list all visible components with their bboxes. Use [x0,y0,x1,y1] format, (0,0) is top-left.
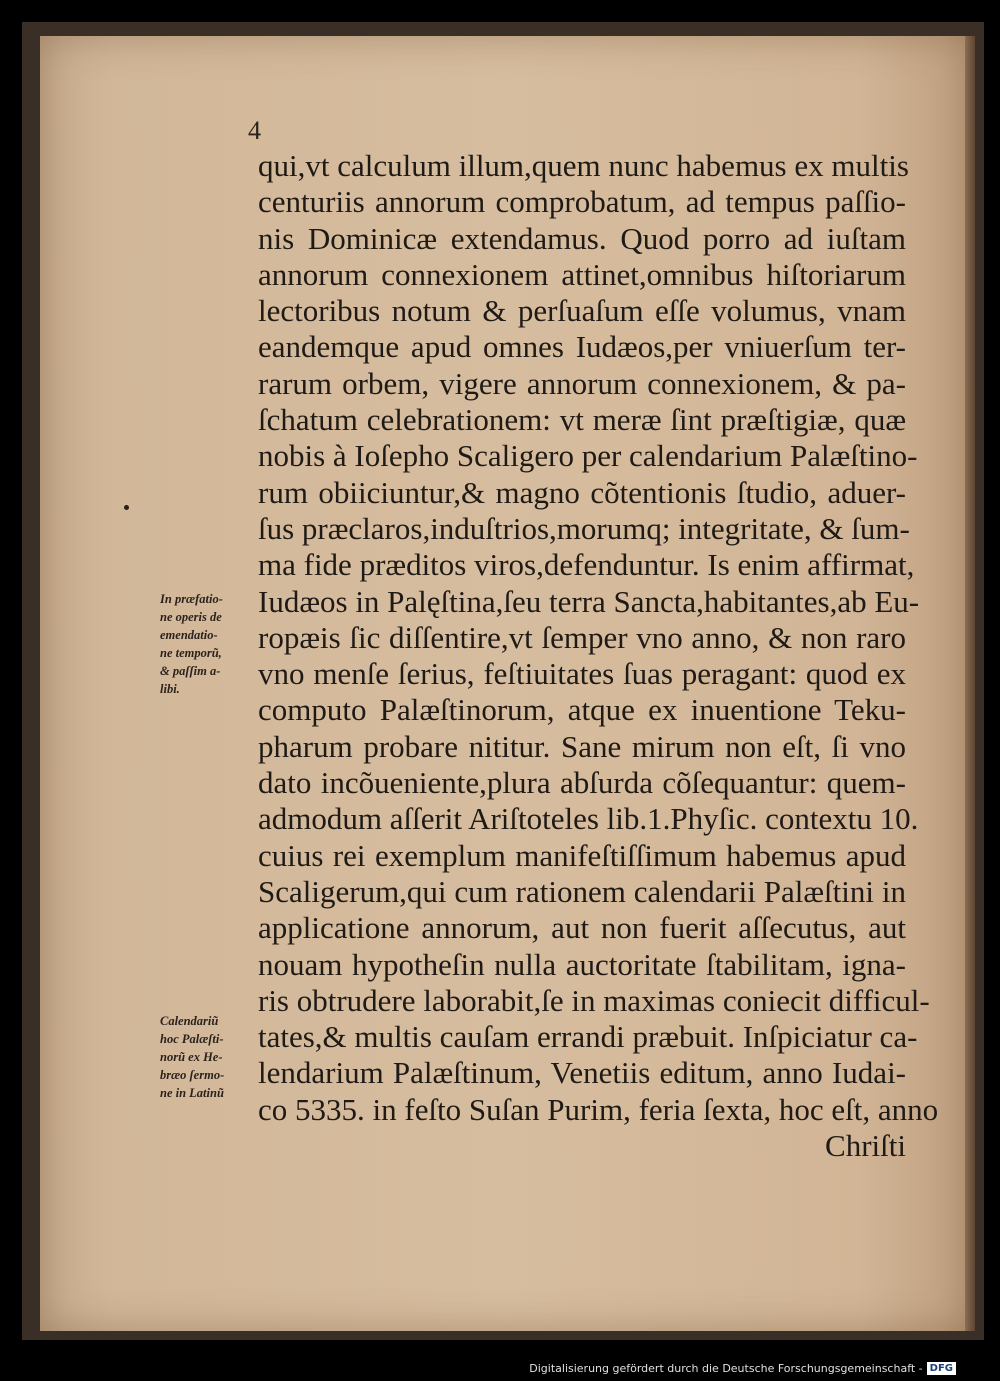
margin-note-line: emendatio- [160,628,218,642]
margin-note-line: In præfatio- [160,592,223,606]
text-line: pharum probare nititur. Sane mirum non eſt, ſi vno [258,728,906,764]
text-line: co 5335. in feſto Suſan Purim, feria ſexta, hoc eſt, anno [258,1091,939,1127]
page-edge [965,36,975,1331]
text-line: qui,vt calculum illum,quem nunc habemus ex multis [258,148,909,183]
margin-note-line: & paſſim a- [160,664,221,678]
text-line: Chriſti [825,1128,906,1164]
text-line: rarum orbem, vigere annorum connexionem, & pa- [258,365,906,401]
text-line: eandemque apud omnes Iudæos,per vniuerſum ter- [258,329,906,365]
margin-note-line: ne temporũ, [160,646,222,660]
text-line: Scaligerum,qui cum rationem calendarii Palæſtini in [258,873,906,909]
text-line: ris obtrudere laborabit,ſe in maximas coniecit difficul- [258,982,930,1018]
text-line: annorum connexionem attinet,omnibus hiſtoriarum [258,256,906,292]
text-line: cuius rei exemplum manifeſtiſſimum habemus apud [258,837,906,873]
dfg-logo: DFG [927,1362,956,1375]
text-line: applicatione annorum, aut non fuerit aſſecutus, aut [258,910,906,946]
body-text [258,148,939,1164]
text-line: vno menſe ſerius, feſtiuitates ſuas peragant: quod ex [258,656,906,692]
text-line: computo Palæſtinorum, atque ex inuentione Teku- [258,692,906,728]
margin-note-line: libi. [160,682,180,696]
margin-note-line: hoc Palæſti- [160,1032,224,1046]
text-line: ropæis ſic diſſentire,vt ſemper vno anno, & non raro [258,619,906,655]
text-line: lendarium Palæſtinum, Venetiis editum, anno Iudai- [258,1055,906,1091]
footer [529,1362,956,1375]
text-line: admodum aſſerit Ariſtoteles lib.1.Phyſic. contextu 10. [258,801,919,837]
margin-note-line: bræo ſermo- [160,1068,225,1082]
text-line: nouam hypotheſin nulla auctoritate ſtabilitam, igna- [258,946,906,982]
text-line: ma fide præditos viros,defenduntur. Is enim affirmat, [258,547,915,583]
text-line: dato incõueniente,plura abſurda cõſequantur: quem- [258,765,906,801]
text-line: ſus præclaros,induſtrios,morumq; integritate, & ſum- [258,510,910,546]
margin-note-line: norũ ex He- [160,1050,223,1064]
text-line: nis Dominicæ extendamus. Quod porro ad iuſtam [258,220,906,256]
margin-note-line: Calendariũ [160,1014,219,1028]
text-line: nobis à Ioſepho Scaligero per calendarium Palæſtino- [258,438,918,474]
text-line: ſchatum celebrationem: vt meræ ſint præſtigiæ, quæ [258,402,906,438]
margin-note-line: ne in Latinũ [160,1086,224,1100]
margin-note-2 [160,1012,260,1102]
margin-note-line: ne operis de [160,610,222,624]
text-line: tates,& multis cauſam errandi præbuit. Inſpiciatur ca- [258,1019,918,1055]
text-line: rum obiiciuntur,& magno cõtentionis ſtudio, aduer- [258,474,906,510]
paper-speck [124,505,129,510]
text-line: lectoribus notum & perſuaſum eſſe volumus, vnam [258,293,906,329]
text-line: Iudæos in Palęſtina,ſeu terra Sancta,habitantes,ab Eu- [258,583,920,619]
margin-note-1 [160,590,260,698]
text-line: centuriis annorum comprobatum, ad tempus paſſio- [258,184,906,220]
page-number: 4 [248,116,261,145]
footer-text: Digitalisierung gefördert durch die Deutsche Forschungsgemeinschaft - [529,1362,923,1375]
